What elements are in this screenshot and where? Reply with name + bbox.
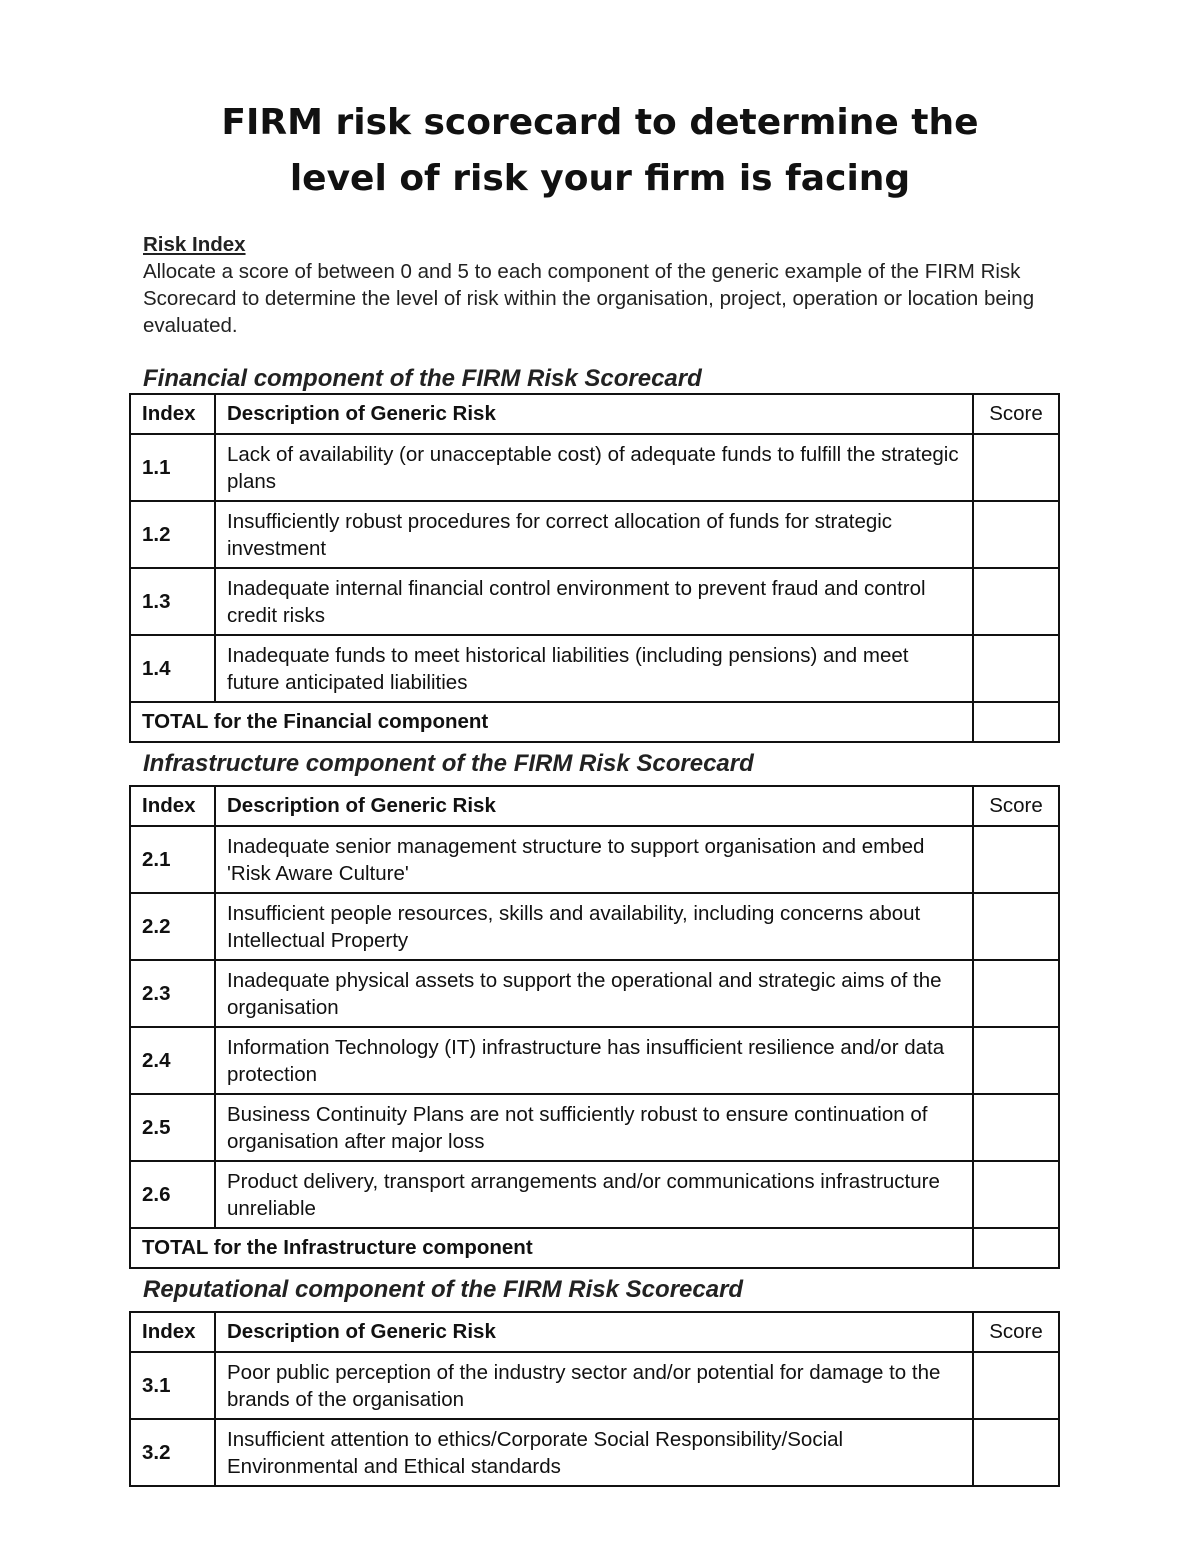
table-row — [130, 1094, 1059, 1161]
score-cell[interactable] — [973, 1352, 1059, 1419]
score-cell[interactable] — [973, 1161, 1059, 1228]
risk-index-intro — [143, 231, 1058, 339]
table-row — [130, 1161, 1059, 1228]
table-header-row — [130, 394, 1059, 434]
row-index: 1.3 — [130, 568, 215, 635]
index-column-header: Index — [130, 1312, 215, 1352]
score-cell[interactable] — [973, 960, 1059, 1027]
row-description: Inadequate physical assets to support the operational and strategic aims of the organisation — [215, 960, 973, 1027]
row-description: Inadequate senior management structure to support organisation and embed 'Risk Aware Culture' — [215, 826, 973, 893]
title-line-1: FIRM risk scorecard to determine the — [221, 102, 979, 143]
table-header-row — [130, 786, 1059, 826]
row-description: Insufficient people resources, skills and availability, including concerns about Intellectual Property — [215, 893, 973, 960]
row-description: Product delivery, transport arrangements and/or communications infrastructure unreliable — [215, 1161, 973, 1228]
infrastructure-section-heading: Infrastructure component of the FIRM Risk Scorecard — [143, 750, 754, 777]
total-score-cell[interactable] — [973, 1228, 1059, 1268]
table-row — [130, 501, 1059, 568]
table-row — [130, 1352, 1059, 1419]
row-description: Insufficient attention to ethics/Corporate Social Responsibility/Social Environmental and Ethical standards — [215, 1419, 973, 1486]
score-cell[interactable] — [973, 1027, 1059, 1094]
score-cell[interactable] — [973, 635, 1059, 702]
row-index: 2.3 — [130, 960, 215, 1027]
table-row — [130, 635, 1059, 702]
score-column-header: Score — [973, 394, 1059, 434]
index-column-header: Index — [130, 394, 215, 434]
total-score-cell[interactable] — [973, 702, 1059, 742]
total-label: TOTAL for the Infrastructure component — [130, 1228, 973, 1268]
row-index: 2.6 — [130, 1161, 215, 1228]
score-cell[interactable] — [973, 1094, 1059, 1161]
description-column-header: Description of Generic Risk — [215, 786, 973, 826]
table-row — [130, 1027, 1059, 1094]
page-title — [100, 95, 1100, 207]
table-row — [130, 1419, 1059, 1486]
row-description: Lack of availability (or unacceptable cost) of adequate funds to fulfill the strategic plans — [215, 434, 973, 501]
description-column-header: Description of Generic Risk — [215, 1312, 973, 1352]
row-description: Information Technology (IT) infrastructure has insufficient resilience and/or data protection — [215, 1027, 973, 1094]
row-index: 3.2 — [130, 1419, 215, 1486]
total-row — [130, 702, 1059, 742]
table-row — [130, 960, 1059, 1027]
row-index: 2.2 — [130, 893, 215, 960]
infrastructure-scorecard-table — [129, 785, 1060, 1269]
table-row — [130, 434, 1059, 501]
total-row — [130, 1228, 1059, 1268]
title-line-2: level of risk your firm is facing — [289, 158, 911, 199]
score-cell[interactable] — [973, 893, 1059, 960]
index-column-header: Index — [130, 786, 215, 826]
table-row — [130, 893, 1059, 960]
financial-scorecard-table — [129, 393, 1060, 743]
row-index: 2.4 — [130, 1027, 215, 1094]
row-description: Business Continuity Plans are not sufficiently robust to ensure continuation of organisation after major loss — [215, 1094, 973, 1161]
row-description: Inadequate internal financial control environment to prevent fraud and control credit risks — [215, 568, 973, 635]
financial-section-heading: Financial component of the FIRM Risk Scorecard — [143, 365, 702, 392]
row-index: 2.5 — [130, 1094, 215, 1161]
score-cell[interactable] — [973, 434, 1059, 501]
table-header-row — [130, 1312, 1059, 1352]
row-index: 1.4 — [130, 635, 215, 702]
reputational-scorecard-table — [129, 1311, 1060, 1487]
table-row — [130, 568, 1059, 635]
score-cell[interactable] — [973, 826, 1059, 893]
row-description: Insufficiently robust procedures for correct allocation of funds for strategic investment — [215, 501, 973, 568]
risk-index-instructions: Allocate a score of between 0 and 5 to each component of the generic example of the FIRM Risk Scorecard to determine the level of risk within the organisation, project, operation or location being evaluated. — [143, 260, 1035, 337]
score-cell[interactable] — [973, 568, 1059, 635]
total-label: TOTAL for the Financial component — [130, 702, 973, 742]
row-index: 2.1 — [130, 826, 215, 893]
description-column-header: Description of Generic Risk — [215, 394, 973, 434]
score-column-header: Score — [973, 786, 1059, 826]
score-cell[interactable] — [973, 501, 1059, 568]
reputational-section-heading: Reputational component of the FIRM Risk Scorecard — [143, 1276, 744, 1303]
score-column-header: Score — [973, 1312, 1059, 1352]
table-row — [130, 826, 1059, 893]
risk-index-heading: Risk Index — [143, 233, 246, 256]
row-index: 1.1 — [130, 434, 215, 501]
score-cell[interactable] — [973, 1419, 1059, 1486]
row-description: Inadequate funds to meet historical liabilities (including pensions) and meet future anticipated liabilities — [215, 635, 973, 702]
row-index: 3.1 — [130, 1352, 215, 1419]
row-index: 1.2 — [130, 501, 215, 568]
row-description: Poor public perception of the industry sector and/or potential for damage to the brands of the organisation — [215, 1352, 973, 1419]
